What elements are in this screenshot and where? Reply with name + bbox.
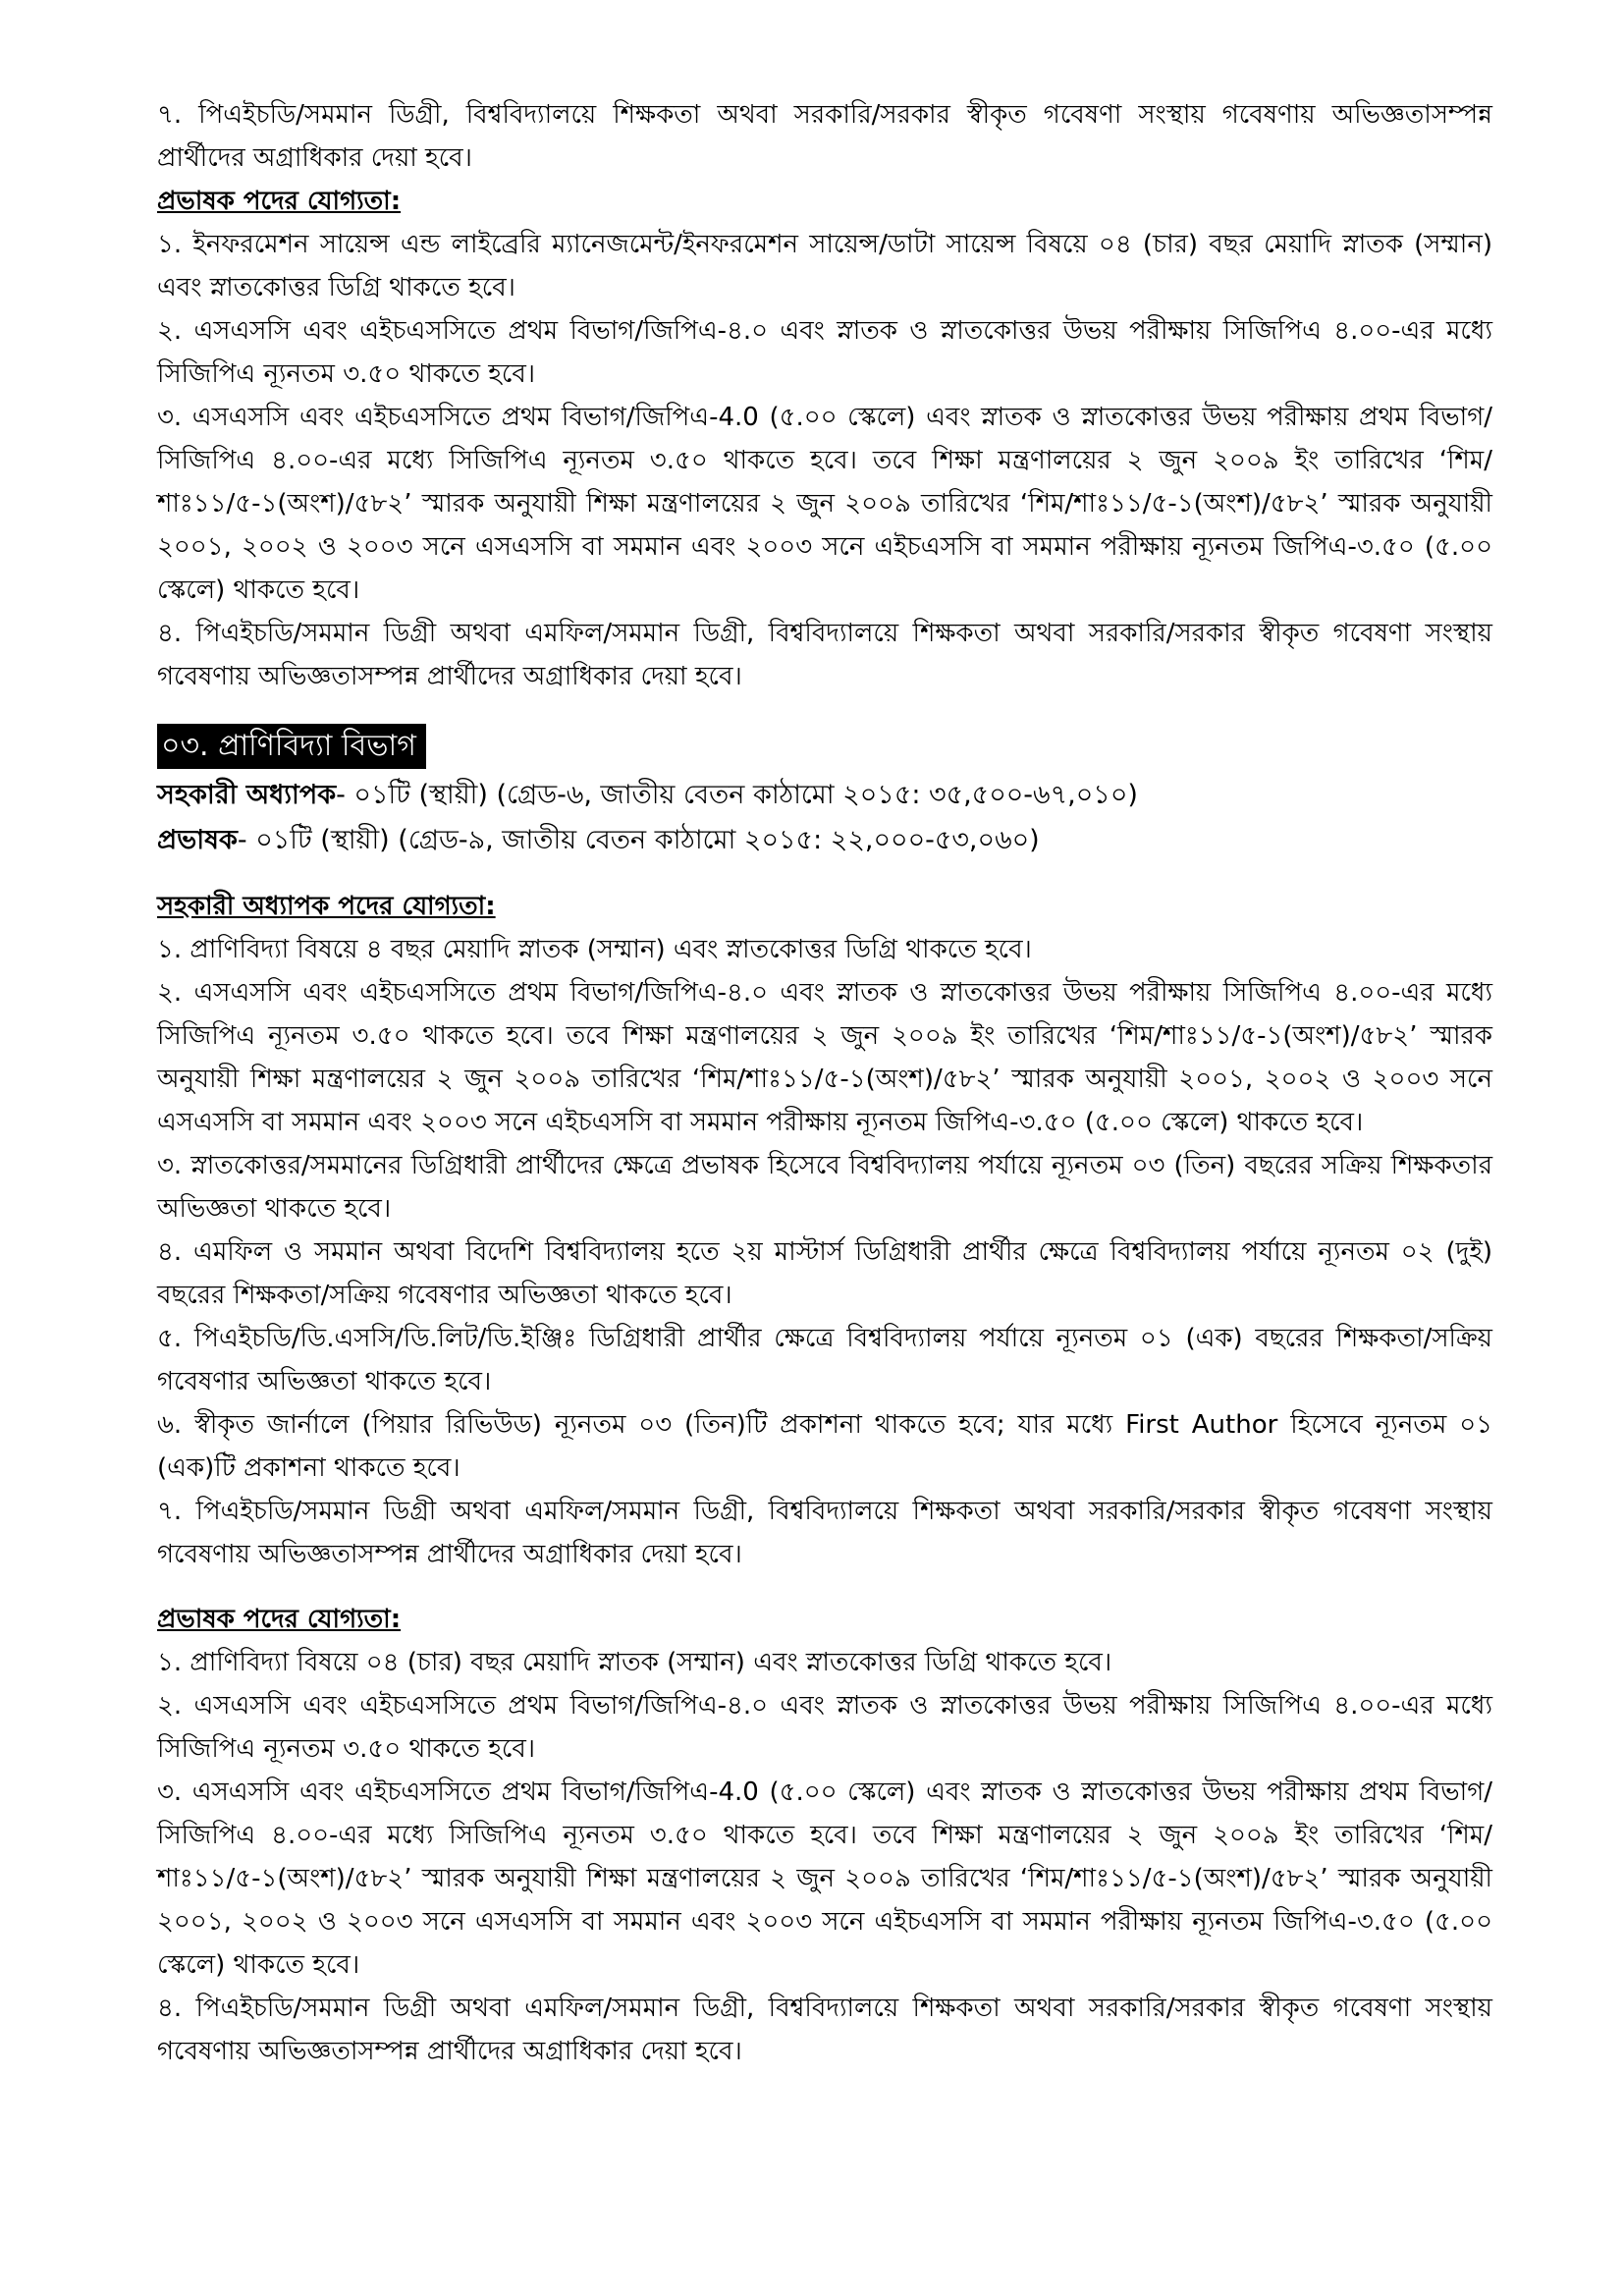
lecturer-item-2: ২. এসএসসি এবং এইচএসসিতে প্রথম বিভাগ/জিপিএ-৪.০ এবং স্নাতক ও স্নাতকোত্তর উভয় পরীক্ষায় সিজিপিএ ৪.০০-এর মধ্যে সিজিপিএ ন্যূনতম ৩.৫০ থাকতে হবে।	[157, 316, 1492, 389]
lecturer-item-3: ৩. এসএসসি এবং এইচএসসিতে প্রথম বিভাগ/জিপিএ-4.0 (৫.০০ স্কেলে) এবং স্নাতক ও স্নাতকোত্তর উভয় পরীক্ষায় প্রথম বিভাগ/সিজিপিএ ৪.০০-এর মধ্যে সিজিপিএ ন্যূনতম ৩.৫০ থাকতে হবে। তবে শিক্ষা মন্ত্রণালয়ের ২ জুন ২০০৯ ইং তারিখের ‘শিম/শাঃ১১/৫-১(অংশ)/৫৮২’ স্মারক অনুযায়ী শিক্ষা মন্ত্রণালয়ের ২ জুন ২০০৯ তারিখের ‘শিম/শাঃ১১/৫-১(অংশ)/৫৮২’ স্মারক অনুযায়ী ২০০১, ২০০২ ও ২০০৩ সনে এসএসসি বা সমমান এবং ২০০৩ সনে এইচএসসি বা সমমান পরীক্ষায় ন্যূনতম জিপিএ-৩.৫০ (৫.০০ স্কেলে) থাকতে হবে।	[157, 403, 1492, 605]
post-detail: - ০১টি (স্থায়ী) (গ্রেড-৯, জাতীয় বেতন কাঠামো ২০১৫: ২২,০০০-৫৩,০৬০)	[237, 825, 1040, 855]
department-banner: ০৩. প্রাণিবিদ্যা বিভাগ	[157, 724, 426, 769]
asst-prof-item-5: ৫. পিএইচডি/ডি.এসসি/ডি.লিট/ডি.ইঞ্জিঃ ডিগ্রিধারী প্রার্থীর ক্ষেত্রে বিশ্ববিদ্যালয় পর্যায়ে ন্যূনতম ০১ (এক) বছরের শিক্ষকতা/সক্রিয় গবেষণার অভিজ্ঞতা থাকতে হবে।	[157, 1324, 1492, 1396]
assistant-professor-qualification-heading: সহকারী অধ্যাপক পদের যোগ্যতা:	[157, 892, 496, 921]
post-assistant-professor	[157, 773, 1492, 818]
lecturer2-item-4: ৪. পিএইচডি/সমমান ডিগ্রী অথবা এমফিল/সমমান ডিগ্রী, বিশ্ববিদ্যালয়ে শিক্ষকতা অথবা সরকারি/সরকার স্বীকৃত গবেষণা সংস্থায় গবেষণায় অভিজ্ঞতাসম্পন্ন প্রার্থীদের অগ্রাধিকার দেয়া হবে।	[157, 1994, 1492, 2066]
document-page	[157, 93, 1492, 2073]
asst-prof-item-3: ৩. স্নাতকোত্তর/সমমানের ডিগ্রিধারী প্রার্থীদের ক্ষেত্রে প্রভাষক হিসেবে বিশ্ববিদ্যালয় পর্যায়ে ন্যূনতম ০৩ (তিন) বছরের সক্রিয় শিক্ষকতার অভিজ্ঞতা থাকতে হবে।	[157, 1151, 1492, 1224]
post-detail: - ০১টি (স্থায়ী) (গ্রেড-৬, জাতীয় বেতন কাঠামো ২০১৫: ৩৫,৫০০-৬৭,০১০)	[336, 780, 1138, 810]
post-lecturer	[157, 818, 1492, 863]
top-item-7: ৭. পিএইচডি/সমমান ডিগ্রী, বিশ্ববিদ্যালয়ে শিক্ষকতা অথবা সরকারি/সরকার স্বীকৃত গবেষণা সংস্থায় গবেষণায় অভিজ্ঞতাসম্পন্ন প্রার্থীদের অগ্রাধিকার দেয়া হবে।	[157, 100, 1492, 173]
lecturer-item-4: ৪. পিএইচডি/সমমান ডিগ্রী অথবা এমফিল/সমমান ডিগ্রী, বিশ্ববিদ্যালয়ে শিক্ষকতা অথবা সরকারি/সরকার স্বীকৃত গবেষণা সংস্থায় গবেষণায় অভিজ্ঞতাসম্পন্ন প্রার্থীদের অগ্রাধিকার দেয়া হবে।	[157, 619, 1492, 691]
lecturer2-item-1: ১. প্রাণিবিদ্যা বিষয়ে ০৪ (চার) বছর মেয়াদি স্নাতক (সম্মান) এবং স্নাতকোত্তর ডিগ্রি থাকতে হবে।	[157, 1648, 1112, 1677]
lecturer2-item-3: ৩. এসএসসি এবং এইচএসসিতে প্রথম বিভাগ/জিপিএ-4.0 (৫.০০ স্কেলে) এবং স্নাতক ও স্নাতকোত্তর উভয় পরীক্ষায় প্রথম বিভাগ/সিজিপিএ ৪.০০-এর মধ্যে সিজিপিএ ন্যূনতম ৩.৫০ থাকতে হবে। তবে শিক্ষা মন্ত্রণালয়ের ২ জুন ২০০৯ ইং তারিখের ‘শিম/শাঃ১১/৫-১(অংশ)/৫৮২’ স্মারক অনুযায়ী শিক্ষা মন্ত্রণালয়ের ২ জুন ২০০৯ তারিখের ‘শিম/শাঃ১১/৫-১(অংশ)/৫৮২’ স্মারক অনুযায়ী ২০০১, ২০০২ ও ২০০৩ সনে এসএসসি বা সমমান এবং ২০০৩ সনে এইচএসসি বা সমমান পরীক্ষায় ন্যূনতম জিপিএ-৩.৫০ (৫.০০ স্কেলে) থাকতে হবে।	[157, 1777, 1492, 1980]
asst-prof-item-6: ৬. স্বীকৃত জার্নালে (পিয়ার রিভিউড) ন্যূনতম ০৩ (তিন)টি প্রকাশনা থাকতে হবে; যার মধ্যে First Author হিসেবে ন্যূনতম ০১ (এক)টি প্রকাশনা থাকতে হবে।	[157, 1410, 1492, 1483]
lecturer-qualification-heading: প্রভাষক পদের যোগ্যতা:	[157, 187, 402, 216]
asst-prof-item-1: ১. প্রাণিবিদ্যা বিষয়ে ৪ বছর মেয়াদি স্নাতক (সম্মান) এবং স্নাতকোত্তর ডিগ্রি থাকতে হবে।	[157, 935, 1032, 964]
lecturer-qualification-heading-2: প্রভাষক পদের যোগ্যতা:	[157, 1605, 402, 1634]
post-title: প্রভাষক	[157, 825, 238, 855]
lecturer-item-1: ১. ইনফরমেশন সায়েন্স এন্ড লাইব্রেরি ম্যানেজমেন্ট/ইনফরমেশন সায়েন্স/ডাটা সায়েন্স বিষয়ে ০৪ (চার) বছর মেয়াদি স্নাতক (সম্মান) এবং স্নাতকোত্তর ডিগ্রি থাকতে হবে।	[157, 230, 1492, 302]
asst-prof-item-2: ২. এসএসসি এবং এইচএসসিতে প্রথম বিভাগ/জিপিএ-৪.০ এবং স্নাতক ও স্নাতকোত্তর উভয় পরীক্ষায় সিজিপিএ ৪.০০-এর মধ্যে সিজিপিএ ন্যূনতম ৩.৫০ থাকতে হবে। তবে শিক্ষা মন্ত্রণালয়ের ২ জুন ২০০৯ ইং তারিখের ‘শিম/শাঃ১১/৫-১(অংশ)/৫৮২’ স্মারক অনুযায়ী শিক্ষা মন্ত্রণালয়ের ২ জুন ২০০৯ তারিখের ‘শিম/শাঃ১১/৫-১(অংশ)/৫৮২’ স্মারক অনুযায়ী ২০০১, ২০০২ ও ২০০৩ সনে এসএসসি বা সমমান এবং ২০০৩ সনে এইচএসসি বা সমমান পরীক্ষায় ন্যূনতম জিপিএ-৩.৫০ (৫.০০ স্কেলে) থাকতে হবে।	[157, 978, 1492, 1137]
lecturer2-item-2: ২. এসএসসি এবং এইচএসসিতে প্রথম বিভাগ/জিপিএ-৪.০ এবং স্নাতক ও স্নাতকোত্তর উভয় পরীক্ষায় সিজিপিএ ৪.০০-এর মধ্যে সিজিপিএ ন্যূনতম ৩.৫০ থাকতে হবে।	[157, 1691, 1492, 1764]
asst-prof-item-4: ৪. এমফিল ও সমমান অথবা বিদেশি বিশ্ববিদ্যালয় হতে ২য় মাস্টার্স ডিগ্রিধারী প্রার্থীর ক্ষেত্রে বিশ্ববিদ্যালয় পর্যায়ে ন্যূনতম ০২ (দুই) বছরের শিক্ষকতা/সক্রিয় গবেষণার অভিজ্ঞতা থাকতে হবে।	[157, 1237, 1492, 1310]
post-title: সহকারী অধ্যাপক	[157, 780, 337, 810]
asst-prof-item-7: ৭. পিএইচডি/সমমান ডিগ্রী অথবা এমফিল/সমমান ডিগ্রী, বিশ্ববিদ্যালয়ে শিক্ষকতা অথবা সরকারি/সরকার স্বীকৃত গবেষণা সংস্থায় গবেষণায় অভিজ্ঞতাসম্পন্ন প্রার্থীদের অগ্রাধিকার দেয়া হবে।	[157, 1497, 1492, 1569]
